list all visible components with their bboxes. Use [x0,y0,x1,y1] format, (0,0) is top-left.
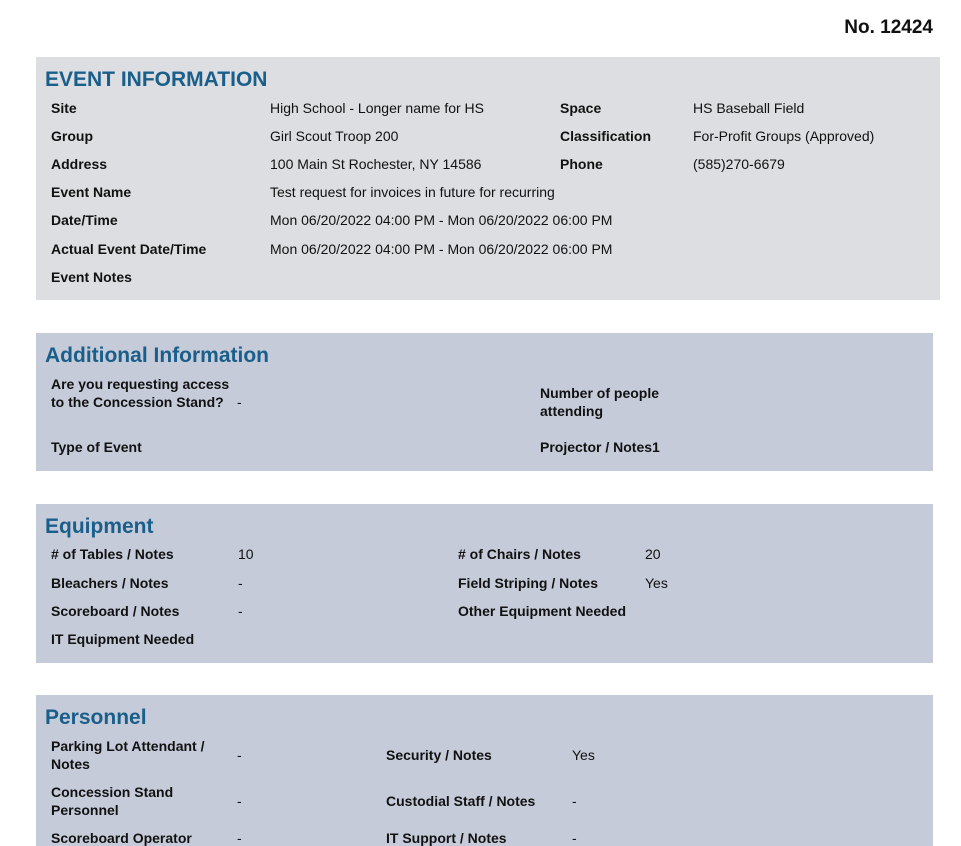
it-equipment-label: IT Equipment Needed [51,631,195,647]
classification-value: For-Profit Groups (Approved) [693,128,875,144]
group-label: Group [51,128,93,144]
equipment-title: Equipment [45,515,154,538]
personnel-section [36,695,933,846]
address-label: Address [51,156,108,172]
field-striping-value: Yes [645,575,668,591]
event-name-label: Event Name [51,184,132,200]
bleachers-value: - [238,575,243,591]
it-support-value: - [572,830,577,846]
equipment-section [36,504,933,663]
tables-value: 10 [238,546,254,562]
additional-information-title: Additional Information [45,344,269,367]
datetime-value: Mon 06/20/2022 04:00 PM - Mon 06/20/2022 06:00 PM [270,212,613,228]
event-name-value: Test request for invoices in future for recurring [270,184,555,200]
event-type-label: Type of Event [51,439,142,455]
actual-datetime-label: Actual Event Date/Time [51,241,207,257]
chairs-label: # of Chairs / Notes [458,546,581,562]
projector-notes-label: Projector / Notes1 [540,439,660,455]
personnel-title: Personnel [45,706,147,729]
parking-attendant-value: - [237,747,242,763]
space-value: HS Baseball Field [693,100,805,116]
space-label: Space [560,100,602,116]
custodial-staff-value: - [572,793,577,809]
scoreboard-value: - [238,603,243,619]
event-information-section [36,57,940,300]
datetime-label: Date/Time [51,212,118,228]
phone-value: (585)270-6679 [693,156,785,172]
it-support-label: IT Support / Notes [386,830,507,846]
document-number: No. 12424 [844,17,933,38]
field-striping-label: Field Striping / Notes [458,575,599,591]
scoreboard-label: Scoreboard / Notes [51,603,180,619]
event-information-title: EVENT INFORMATION [45,68,268,91]
parking-attendant-label: Parking Lot Attendant / Notes [51,738,205,772]
site-value: High School - Longer name for HS [270,100,484,116]
event-notes-label: Event Notes [51,269,132,285]
additional-information-section [36,333,933,471]
people-attending-label: Number of people attending [540,385,660,419]
classification-label: Classification [560,128,652,144]
scoreboard-operator-value: - [237,830,242,846]
actual-datetime-value: Mon 06/20/2022 04:00 PM - Mon 06/20/2022 06:00 PM [270,241,613,257]
concession-personnel-label: Concession Stand Personnel [51,784,174,818]
other-equipment-label: Other Equipment Needed [458,603,627,619]
phone-label: Phone [560,156,603,172]
concession-personnel-value: - [237,793,242,809]
security-label: Security / Notes [386,747,492,763]
scoreboard-operator-label: Scoreboard Operator [51,830,192,846]
group-value: Girl Scout Troop 200 [270,128,399,144]
site-label: Site [51,100,77,116]
bleachers-label: Bleachers / Notes [51,575,169,591]
concession-request-label: Are you requesting access to the Concession Stand? [51,376,230,410]
security-value: Yes [572,747,595,763]
chairs-value: 20 [645,546,661,562]
tables-label: # of Tables / Notes [51,546,174,562]
concession-request-value: - [237,394,242,410]
address-value: 100 Main St Rochester, NY 14586 [270,156,482,172]
custodial-staff-label: Custodial Staff / Notes [386,793,536,809]
